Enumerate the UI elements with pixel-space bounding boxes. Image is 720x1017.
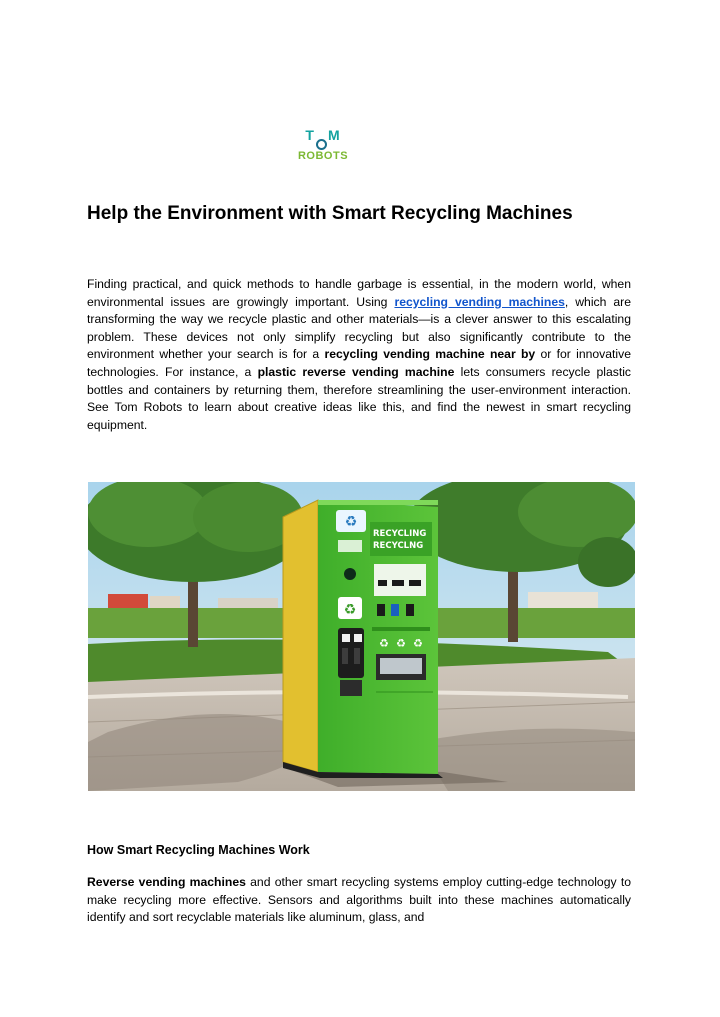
page-title: Help the Environment with Smart Recycling Machines: [87, 203, 573, 224]
recycling-machine-photo: [88, 482, 635, 791]
intro-text-2: , which are transforming the way we recycle plastic and other materials—is a clever answer to this escalating problem. These devices not only simplify recycling but also significantly contribute to the environment whether your search is for a: [87, 294, 632, 362]
logo-letter-m: M: [327, 127, 341, 143]
machine-sign-line1: RECYCLING: [373, 529, 427, 539]
logo-globe-icon: [316, 139, 327, 150]
intro-text-4: lets consumers recycle plastic bottles and containers by returning them, therefore streamlining the user-environment interaction. See Tom Robots to learn about creative ideas like this, and find the newest in smart recycling equipment.: [87, 364, 632, 432]
how-text-1: and other smart recycling systems employ cutting-edge technology to make recycling more effective. Sensors and algorithms built into these machines automatically identify and sort recyclable materials like aluminum, glass, and: [87, 875, 631, 925]
intro-text-1: Finding practical, and quick methods to handle garbage is essential, in the modern world, when environmental issues are growingly important. Using: [87, 277, 631, 309]
svg-text:♻: ♻: [343, 602, 357, 618]
intro-bold-2: plastic reverse vending machine: [257, 364, 455, 379]
logo-wordmark-bottom: ROBOTS: [297, 150, 349, 162]
recycling-vending-machines-link[interactable]: recycling vending machines: [394, 294, 565, 309]
tom-robots-logo: [290, 127, 356, 162]
intro-text-3: or for innovative technologies. For instance, a: [87, 347, 631, 379]
machine-sign-line2: RECYCLNG: [373, 541, 424, 551]
svg-text:♻: ♻: [344, 514, 358, 530]
svg-text:♻: ♻: [379, 637, 389, 650]
svg-text:♻: ♻: [396, 637, 406, 650]
intro-paragraph: [87, 276, 631, 434]
intro-bold-1: recycling vending machine near by: [324, 347, 536, 362]
logo-letter-t: T: [305, 127, 315, 143]
how-it-works-paragraph: [87, 874, 631, 927]
section-heading-how-it-works: How Smart Recycling Machines Work: [87, 843, 310, 857]
svg-text:♻: ♻: [413, 637, 423, 650]
logo-wordmark-top: [290, 128, 356, 150]
how-bold-1: Reverse vending machines: [87, 875, 246, 889]
